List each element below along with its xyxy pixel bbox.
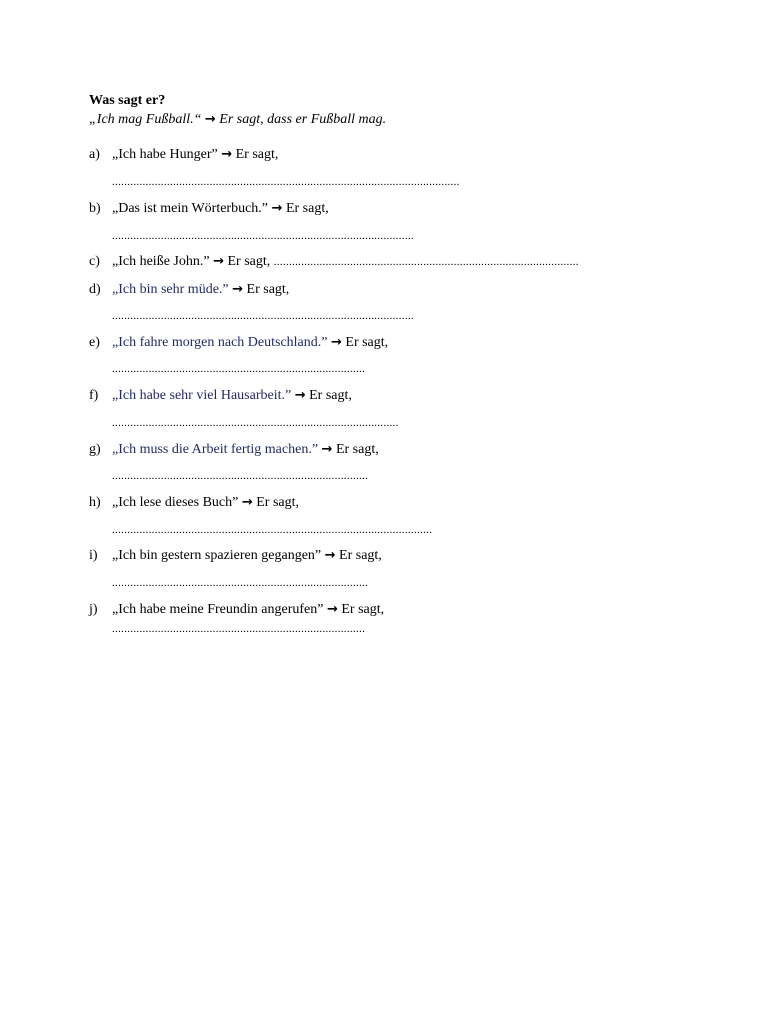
answer-line[interactable]: ................................................................................... — [112, 363, 366, 375]
arrow-right-icon: → — [271, 201, 283, 216]
answer-line[interactable]: ......................................................................................................... — [112, 524, 433, 536]
exercise-prompt — [112, 253, 579, 271]
exercise-tail: Er sagt, — [256, 495, 300, 510]
answer-line[interactable]: .................................................................................................... — [273, 256, 579, 268]
answer-line[interactable]: .............................................................................................. — [112, 417, 399, 429]
exercise-quote: „Das ist mein Wörterbuch.” — [112, 201, 269, 216]
arrow-right-icon: → — [232, 282, 244, 297]
answer-line[interactable]: ................................................................................................... — [112, 230, 414, 242]
example-quote: „Ich mag Fußball.“ — [89, 112, 202, 127]
exercise-letter: f) — [89, 388, 99, 403]
exercise-prompt — [112, 494, 299, 511]
exercise-tail: Er sagt, — [235, 147, 279, 162]
exercise-letter: h) — [89, 495, 101, 510]
exercise-prompt — [112, 146, 278, 163]
answer-line[interactable]: .................................................................................... — [112, 470, 369, 482]
exercise-letter: b) — [89, 201, 101, 216]
exercise-c — [89, 253, 689, 270]
exercise-letter: d) — [89, 282, 101, 297]
exercise-letter: c) — [89, 254, 100, 269]
exercise-quote: „Ich lese dieses Buch” — [112, 495, 239, 510]
exercise-tail: Er sagt, — [341, 602, 385, 617]
exercise-prompt — [112, 547, 382, 564]
exercise-prompt — [112, 387, 352, 404]
exercise-tail: Er sagt, — [335, 442, 379, 457]
exercise-quote: „Ich muss die Arbeit fertig machen.” — [112, 442, 319, 457]
answer-line[interactable]: .................................................................................................................. — [112, 176, 460, 188]
exercise-tail: Er sagt, — [246, 282, 290, 297]
arrow-right-icon: → — [213, 254, 224, 269]
exercise-prompt — [112, 601, 384, 618]
exercise-prompt — [112, 334, 388, 351]
exercise-j — [89, 601, 689, 635]
exercise-letter: g) — [89, 442, 101, 457]
example-answer: Er sagt, dass er Fußball mag. — [219, 112, 387, 127]
exercise-e — [89, 334, 689, 375]
arrow-right-icon: → — [294, 388, 306, 403]
exercise-a — [89, 146, 689, 188]
exercise-tail: Er sagt, — [345, 335, 389, 350]
arrow-right-icon: → — [204, 112, 216, 127]
exercise-letter: j) — [89, 602, 98, 617]
exercise-quote: „Ich fahre morgen nach Deutschland.” — [112, 335, 328, 350]
arrow-right-icon: → — [324, 548, 336, 563]
exercise-tail: Er sagt, — [285, 201, 329, 216]
exercise-quote: „Ich habe meine Freundin angerufen” — [112, 602, 324, 617]
exercise-quote: „Ich heiße John.” — [112, 254, 210, 269]
exercise-letter: a) — [89, 147, 100, 162]
example-line — [89, 111, 386, 128]
exercise-tail: Er sagt, — [309, 388, 352, 403]
exercise-b — [89, 200, 689, 242]
exercise-tail: Er sagt, — [339, 548, 382, 563]
exercise-letter: i) — [89, 548, 98, 563]
arrow-right-icon: → — [321, 442, 333, 457]
exercise-h — [89, 494, 689, 536]
exercise-quote: „Ich bin gestern spazieren gegangen” — [112, 548, 322, 563]
arrow-right-icon: → — [330, 335, 342, 350]
exercise-prompt — [112, 200, 329, 217]
exercise-letter: e) — [89, 335, 100, 350]
arrow-right-icon: → — [241, 495, 253, 510]
answer-line[interactable]: .................................................................................... — [112, 577, 369, 589]
exercise-d — [89, 281, 689, 322]
exercise-quote: „Ich bin sehr müde.” — [112, 282, 229, 297]
exercise-quote: „Ich habe Hunger” — [112, 147, 218, 162]
worksheet-title: Was sagt er? — [89, 93, 166, 108]
exercise-i — [89, 547, 689, 589]
arrow-right-icon: → — [221, 147, 233, 162]
answer-line[interactable]: ................................................................................... — [112, 623, 366, 635]
answer-line[interactable]: ................................................................................................... — [112, 310, 414, 322]
exercise-f — [89, 387, 689, 429]
exercise-prompt — [112, 281, 289, 298]
exercise-prompt — [112, 441, 379, 458]
exercise-g — [89, 441, 689, 482]
exercise-tail: Er sagt, — [227, 254, 271, 269]
exercise-quote: „Ich habe sehr viel Hausarbeit.” — [112, 388, 292, 403]
arrow-right-icon: → — [326, 602, 338, 617]
